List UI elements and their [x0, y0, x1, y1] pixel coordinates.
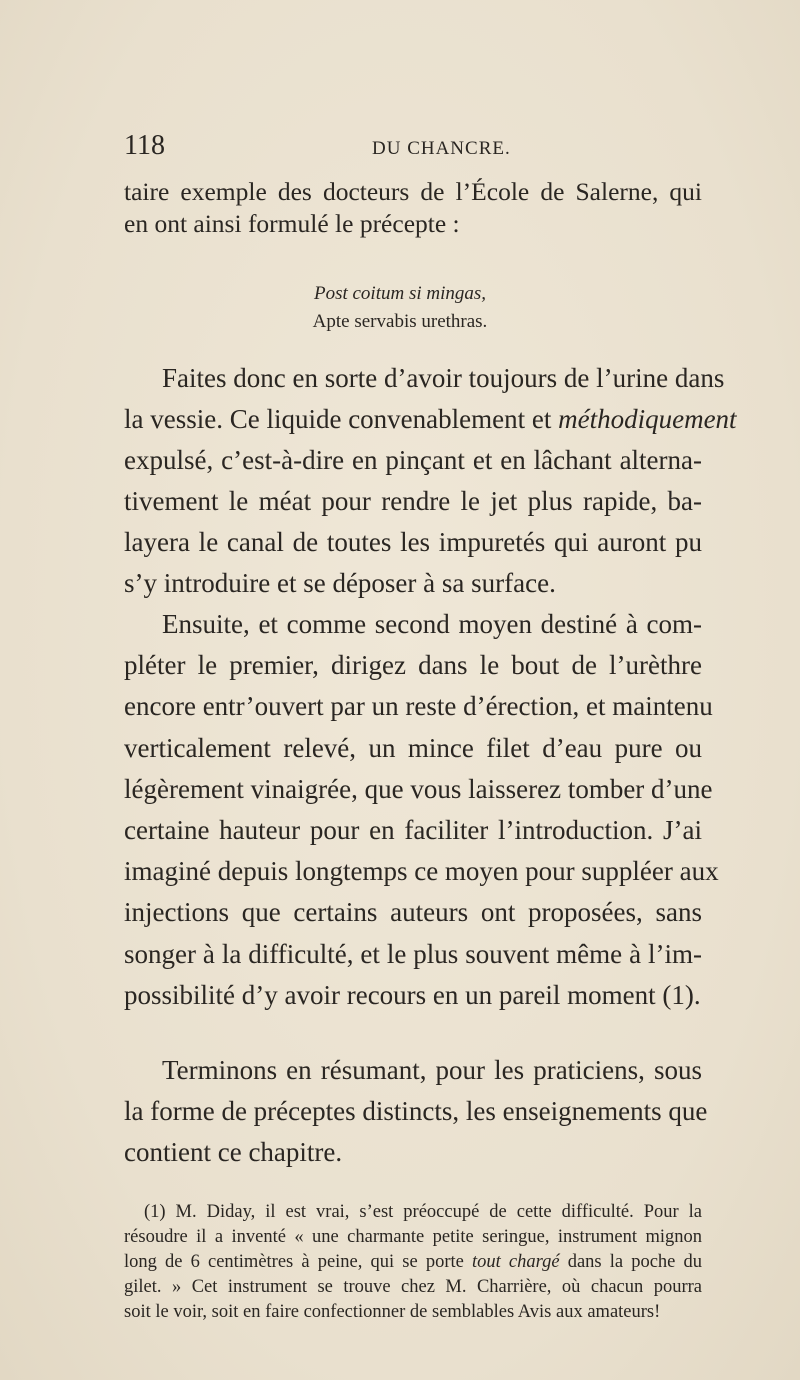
text-line: tivement le méat pour rendre le jet plus rapide, ba-: [124, 486, 702, 516]
text-line: injections que certains auteurs ont proposées, sans: [124, 897, 702, 928]
page-number: 118: [124, 130, 165, 161]
text-line: imaginé depuis longtemps ce moyen pour suppléer aux: [124, 856, 719, 887]
footnote-line: soit le voir, soit en faire confectionner de semblables Avis aux amateurs!: [124, 1302, 661, 1322]
text-line: taire exemple des docteurs de l’École de Salerne, qui: [124, 177, 702, 206]
text-line: encore entr’ouvert par un reste d’érection, et maintenu: [124, 691, 713, 722]
text-line: contient ce chapitre.: [124, 1137, 343, 1167]
footnote-line: long de 6 centimètres à peine, qui se porte tout chargé dans la poche du: [124, 1252, 703, 1272]
paragraph-2: [124, 604, 719, 1016]
running-head: [124, 130, 704, 170]
text-line: certaine hauteur pour en faciliter l’introduction. J’ai: [124, 815, 702, 846]
text-line: expulsé, c’est-à-dire en pinçant et en lâchant alterna-: [124, 445, 702, 475]
text-line: s’y introduire et se déposer à sa surface.: [124, 568, 556, 598]
footnote-line: (1) M. Diday, il est vrai, s’est préoccupé de cette difficulté. Pour la: [144, 1202, 702, 1222]
text-line: la vessie. Ce liquide convenablement et méthodiquement: [124, 404, 737, 434]
opening-text: [124, 176, 702, 240]
text-line: verticalement relevé, un mince filet d’eau pure ou: [124, 732, 702, 763]
footnote: [124, 1200, 702, 1325]
text-line: pléter le premier, dirigez dans le bout de l’urèthre: [124, 650, 702, 681]
footnote-line: gilet. » Cet instrument se trouve chez M. Charrière, où chacun pourra: [124, 1277, 702, 1297]
verse-line: Post coitum si mingas,: [313, 283, 487, 304]
text-line: Faites donc en sorte d’avoir toujours de l’urine dans: [162, 363, 725, 393]
text-line: en ont ainsi formulé le précepte :: [124, 209, 460, 238]
text-line: songer à la difficulté, et le plus souvent même à l’im-: [124, 938, 702, 969]
emphasis-text: méthodiquement: [558, 404, 737, 434]
text-line: légèrement vinaigrée, que vous laisserez tomber d’une: [124, 773, 713, 804]
footnote-line: résoudre il a inventé « une charmante petite seringue, instrument mignon: [124, 1227, 702, 1247]
text-line: Ensuite, et comme second moyen destiné à com-: [162, 609, 702, 639]
text-line: layera le canal de toutes les impuretés qui auront pu: [124, 527, 702, 557]
text-line: la forme de préceptes distincts, les enseignements que: [124, 1096, 708, 1126]
latin-verse: [0, 283, 800, 333]
text-line: possibilité d’y avoir recours en un pareil moment (1).: [124, 979, 701, 1010]
paragraph-1: [124, 358, 737, 604]
paragraph-3: [124, 1050, 708, 1173]
text-line: Terminons en résumant, pour les praticiens, sous: [162, 1055, 702, 1085]
page-header-title: DU CHANCRE.: [372, 138, 511, 159]
emphasis-text: tout chargé: [471, 1252, 560, 1272]
verse-line: Apte servabis urethras.: [312, 311, 488, 332]
